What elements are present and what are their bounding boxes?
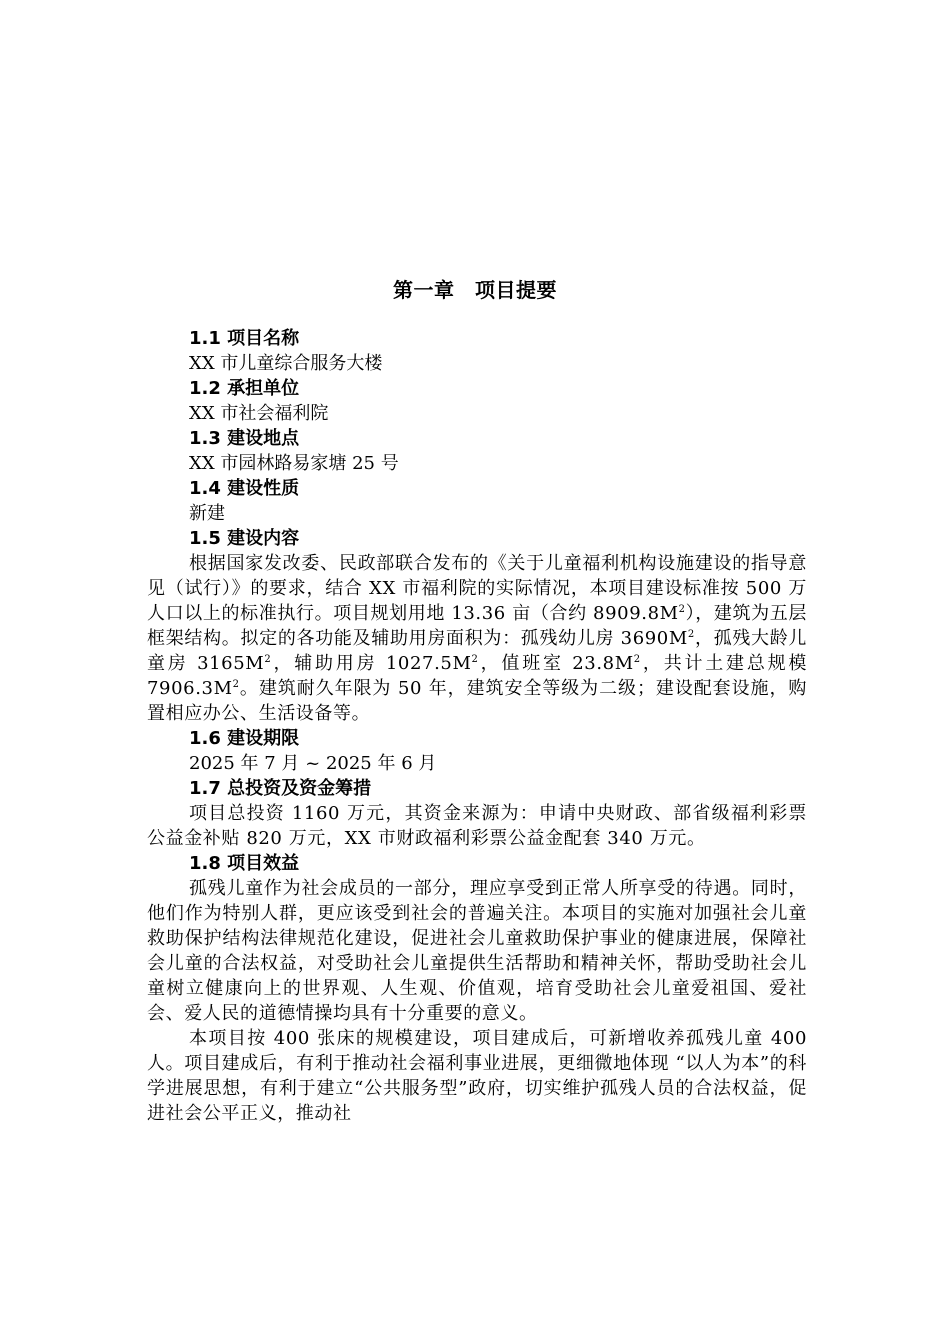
benefit-paragraph-1: 孤残儿童作为社会成员的一部分，理应享受到正常人所享受的待遇。同时，他们作为特别人群，更应该受到社会的普遍关注。本项目的实施对加强社会儿童救助保护结构法律规范化建设，促进社会儿童救助保护事业的健康进展，保障社会儿童的合法权益，对受助社会儿童提供生活帮助和精神关怀，帮助受助社会儿童树立健康向上的世界观、人生观、价值观，培育受助社会儿童爱祖国、爱社会、爱人民的道德情操均具有十分重要的意义。 [147,878,807,1024]
text-run: 。建筑耐久年限为 50 年，建筑安全等级为二级；建设配套设施，购置相应办公、生活设备等。 [147,678,807,724]
text-run: ，孤残大龄儿童房 3165M [147,628,807,674]
superscript: 2 [633,654,641,665]
superscript: 2 [687,629,695,640]
section-heading-1-8: 1.8 项目效益 [189,853,300,874]
text-run: ），建筑为五层框架结构。拟定的各功能及辅助用房面积为：孤残幼儿房 3690M [147,603,808,649]
section-heading-1-7: 1.7 总投资及资金筹措 [189,778,372,799]
section-heading-1-5: 1.5 建设内容 [189,528,300,549]
project-name: XX 市儿童综合服务大楼 [189,353,383,374]
investment-paragraph: 项目总投资 1160 万元，其资金来源为：申请中央财政、部省级福利彩票公益金补贴 820 万元，XX 市财政福利彩票公益金配套 340 万元。 [147,803,807,849]
text-run: ，辅助用房 1027.5M [271,653,472,674]
section-heading-1-6: 1.6 建设期限 [189,728,300,749]
text-run: 根据国家发改委、民政部联合发布的《关于儿童福利机构设施建设的指导意见（试行）》的要求，结合 XX 市福利院的实际情况，本项目建设标准按 500 万人口以上的标准执行。项目规划用地 13.36 亩（合约 8909.8M [147,553,807,624]
superscript: 2 [678,604,686,615]
section-heading-1-1: 1.1 项目名称 [189,328,300,349]
construction-site: XX 市园林路易家塘 25 号 [189,453,399,474]
section-heading-1-4: 1.4 建设性质 [189,478,300,499]
superscript: 2 [232,679,240,690]
undertaking-unit: XX 市社会福利院 [189,403,329,424]
chapter-title: 第一章 项目提要 [393,278,557,302]
construction-period: 2025 年 7 月 ~ 2025 年 6 月 [189,753,437,774]
benefit-paragraph-2: 本项目按 400 张床的规模建设，项目建成后，可新增收养孤残儿童 400 人。项目建成后，有利于推动社会福利事业进展，更细微地体现 “以人为本”的科学进展思想，有利于建立“公共服务型”政府，切实维护孤残人员的合法权益，促进社会公平正义，推动社 [147,1028,807,1124]
construction-nature: 新建 [189,503,225,524]
superscript: 2 [471,654,479,665]
text-run: ，值班室 23.8M [478,653,634,674]
text-run: ，共计土建总规模 7906.3M [147,653,807,699]
document-body [147,326,807,1126]
section-heading-1-2: 1.2 承担单位 [189,378,300,399]
construction-content-paragraph [147,551,807,726]
section-heading-1-3: 1.3 建设地点 [189,428,300,449]
superscript: 2 [264,654,272,665]
